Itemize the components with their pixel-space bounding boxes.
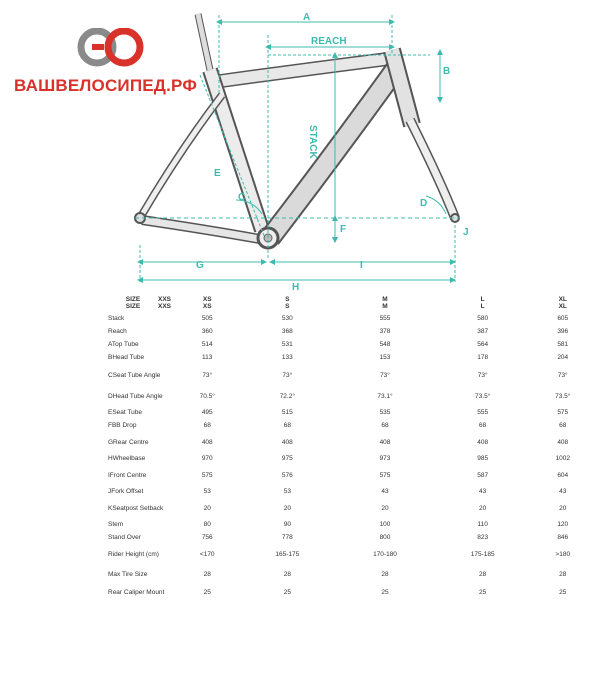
table-cell: 514 — [201, 341, 213, 348]
size-col-header: L L — [480, 296, 485, 310]
table-cell: 25 — [203, 588, 211, 596]
row-label: ATop Tube — [108, 341, 139, 348]
table-cell: 575 — [557, 409, 569, 416]
dim-label-c: C — [238, 192, 246, 203]
dim-label-reach: REACH — [311, 36, 347, 47]
row-label: JFork Offset — [108, 488, 144, 495]
table-cell: 43 — [479, 488, 487, 495]
size-header: SIZE SIZE — [125, 296, 141, 310]
table-cell: 378 — [379, 328, 391, 335]
table-row — [104, 386, 594, 406]
table-cell: 408 — [281, 438, 293, 446]
table-cell: 73.5° — [475, 392, 491, 400]
table-cell: 25 — [559, 588, 567, 596]
table-cell: 515 — [281, 409, 293, 416]
table-cell: 555 — [379, 315, 391, 322]
table-row — [104, 406, 594, 419]
table-cell: 1002 — [555, 455, 570, 462]
table-row — [104, 351, 594, 364]
table-cell: 580 — [477, 315, 489, 322]
table-cell: 120 — [557, 521, 569, 528]
table-cell: 165-175 — [275, 550, 300, 558]
row-label: DHead Tube Angle — [108, 392, 163, 400]
size-col-header: S S — [285, 296, 290, 310]
table-cell: 823 — [477, 534, 489, 541]
table-cell: 153 — [379, 354, 391, 361]
table-cell: 28 — [283, 570, 291, 578]
dim-label-h: H — [292, 282, 300, 293]
table-cell: 113 — [202, 354, 213, 361]
table-cell: 408 — [477, 438, 489, 446]
table-cell: 25 — [479, 588, 487, 596]
dim-label-b: B — [443, 66, 451, 77]
dim-label-i: I — [360, 260, 363, 271]
table-cell: 575 — [201, 471, 213, 479]
table-cell: 28 — [203, 570, 211, 578]
table-cell: 800 — [379, 534, 391, 541]
table-cell: 535 — [379, 409, 391, 416]
row-label: BHead Tube — [108, 354, 145, 361]
table-cell: 408 — [379, 438, 391, 446]
table-cell: 505 — [201, 315, 213, 322]
table-cell: 170-180 — [373, 550, 397, 558]
table-cell: 68 — [203, 422, 211, 429]
table-cell: 25 — [283, 588, 291, 596]
xxs-header: XXS XXS — [158, 296, 172, 310]
row-label: Rear Caliper Mount — [108, 588, 165, 596]
dim-label-d: D — [420, 198, 428, 209]
table-row — [104, 564, 594, 584]
table-row — [104, 364, 594, 386]
table-row — [104, 419, 594, 432]
table-row — [104, 544, 594, 564]
table-cell: 555 — [477, 409, 489, 416]
table-cell: 985 — [477, 455, 489, 462]
table-row — [104, 485, 594, 498]
brand-name: ВАШВЕЛОСИПЕД.РФ — [14, 76, 198, 95]
table-cell: 778 — [281, 534, 293, 541]
table-cell: 20 — [203, 504, 211, 512]
row-label: Reach — [108, 328, 127, 335]
table-cell: 20 — [381, 504, 389, 512]
table-cell: 576 — [281, 471, 293, 479]
table-cell: 68 — [283, 422, 291, 429]
table-cell: 587 — [477, 471, 489, 479]
dim-label-f: F — [340, 224, 347, 235]
table-cell: >180 — [555, 550, 571, 558]
table-cell: 548 — [379, 341, 391, 348]
table-cell: 204 — [557, 354, 569, 361]
dim-label-stack: STACK — [307, 125, 318, 159]
frame-geometry-diagram — [0, 0, 600, 300]
table-cell: 70.5° — [199, 392, 215, 400]
table-cell: 43 — [559, 488, 567, 495]
row-label: IFront Centre — [108, 471, 147, 479]
table-cell: 975 — [281, 455, 293, 462]
row-label: CSeat Tube Angle — [108, 371, 161, 379]
table-cell: <170 — [199, 550, 215, 558]
table-row — [104, 465, 594, 485]
table-cell: 368 — [281, 328, 293, 335]
table-cell: 73° — [557, 371, 568, 379]
table-cell: 28 — [559, 570, 567, 578]
table-header-row — [104, 294, 594, 312]
table-cell: 100 — [379, 521, 391, 528]
table-cell: 73.5° — [555, 392, 571, 400]
table-cell: 73° — [282, 371, 293, 379]
table-cell: 846 — [557, 534, 569, 541]
dim-label-j: J — [463, 227, 469, 238]
table-cell: 133 — [281, 354, 293, 361]
table-cell: 73.1° — [377, 392, 393, 400]
dim-label-e: E — [214, 168, 221, 179]
table-cell: 73° — [380, 371, 390, 379]
table-cell: 20 — [559, 504, 567, 512]
table-cell: 575 — [379, 471, 391, 479]
table-cell: 530 — [281, 315, 293, 322]
table-cell: 53 — [203, 488, 211, 495]
dim-label-g: G — [196, 260, 204, 271]
table-cell: 408 — [557, 438, 569, 446]
table-cell: 72.2° — [279, 392, 295, 400]
bike-frame — [135, 14, 459, 248]
table-cell: 90 — [283, 521, 291, 528]
table-cell: 43 — [381, 488, 389, 495]
row-label: FBB Drop — [108, 422, 137, 429]
table-cell: 495 — [201, 409, 213, 416]
table-cell: 756 — [201, 534, 213, 541]
row-label: HWheelbase — [108, 455, 146, 462]
dim-label-a: A — [303, 12, 311, 23]
table-cell: 605 — [557, 315, 569, 322]
table-cell: 73° — [477, 371, 488, 379]
table-row — [104, 531, 594, 544]
size-col-header: M M — [382, 296, 388, 310]
table-cell: 80 — [203, 521, 211, 528]
table-cell: 20 — [479, 504, 487, 512]
geometry-table — [104, 294, 594, 600]
table-cell: 604 — [557, 471, 569, 479]
row-label: GRear Centre — [108, 438, 149, 446]
table-cell: 178 — [477, 354, 489, 361]
table-cell: 396 — [557, 328, 569, 335]
table-cell: 110 — [477, 521, 488, 528]
table-row — [104, 325, 594, 338]
table-cell: 68 — [479, 422, 487, 429]
table-cell: 581 — [557, 341, 569, 348]
table-cell: 973 — [379, 455, 391, 462]
table-cell: 175-185 — [470, 550, 495, 558]
table-cell: 73° — [202, 371, 213, 379]
table-cell: 564 — [477, 341, 489, 348]
row-label: ESeat Tube — [108, 409, 142, 416]
row-label: Stack — [108, 315, 125, 322]
row-label: Stand Over — [108, 534, 141, 541]
table-cell: 68 — [559, 422, 567, 429]
table-cell: 531 — [281, 341, 293, 348]
table-cell: 970 — [201, 455, 213, 462]
row-label: Rider Height (cm) — [108, 550, 159, 558]
table-row — [104, 498, 594, 518]
table-cell: 68 — [381, 422, 389, 429]
table-cell: 28 — [381, 570, 389, 578]
row-label: Max Tire Size — [108, 570, 148, 578]
table-row — [104, 452, 594, 465]
table-cell: 408 — [201, 438, 213, 446]
table-cell: 20 — [283, 504, 291, 512]
table-row — [104, 518, 594, 531]
table-row — [104, 338, 594, 351]
table-row — [104, 312, 594, 325]
table-cell: 25 — [381, 588, 389, 596]
size-col-header: XS XS — [202, 296, 212, 310]
table-cell: 360 — [201, 328, 213, 335]
row-label: Stem — [108, 521, 124, 528]
size-col-header: XL XL — [558, 296, 567, 310]
geometry-table-body — [104, 312, 594, 600]
table-row — [104, 432, 594, 452]
row-label: KSeatpost Setback — [108, 504, 164, 512]
table-cell: 28 — [479, 570, 487, 578]
table-row — [104, 584, 594, 600]
table-cell: 53 — [283, 488, 291, 495]
table-cell: 387 — [477, 328, 489, 335]
